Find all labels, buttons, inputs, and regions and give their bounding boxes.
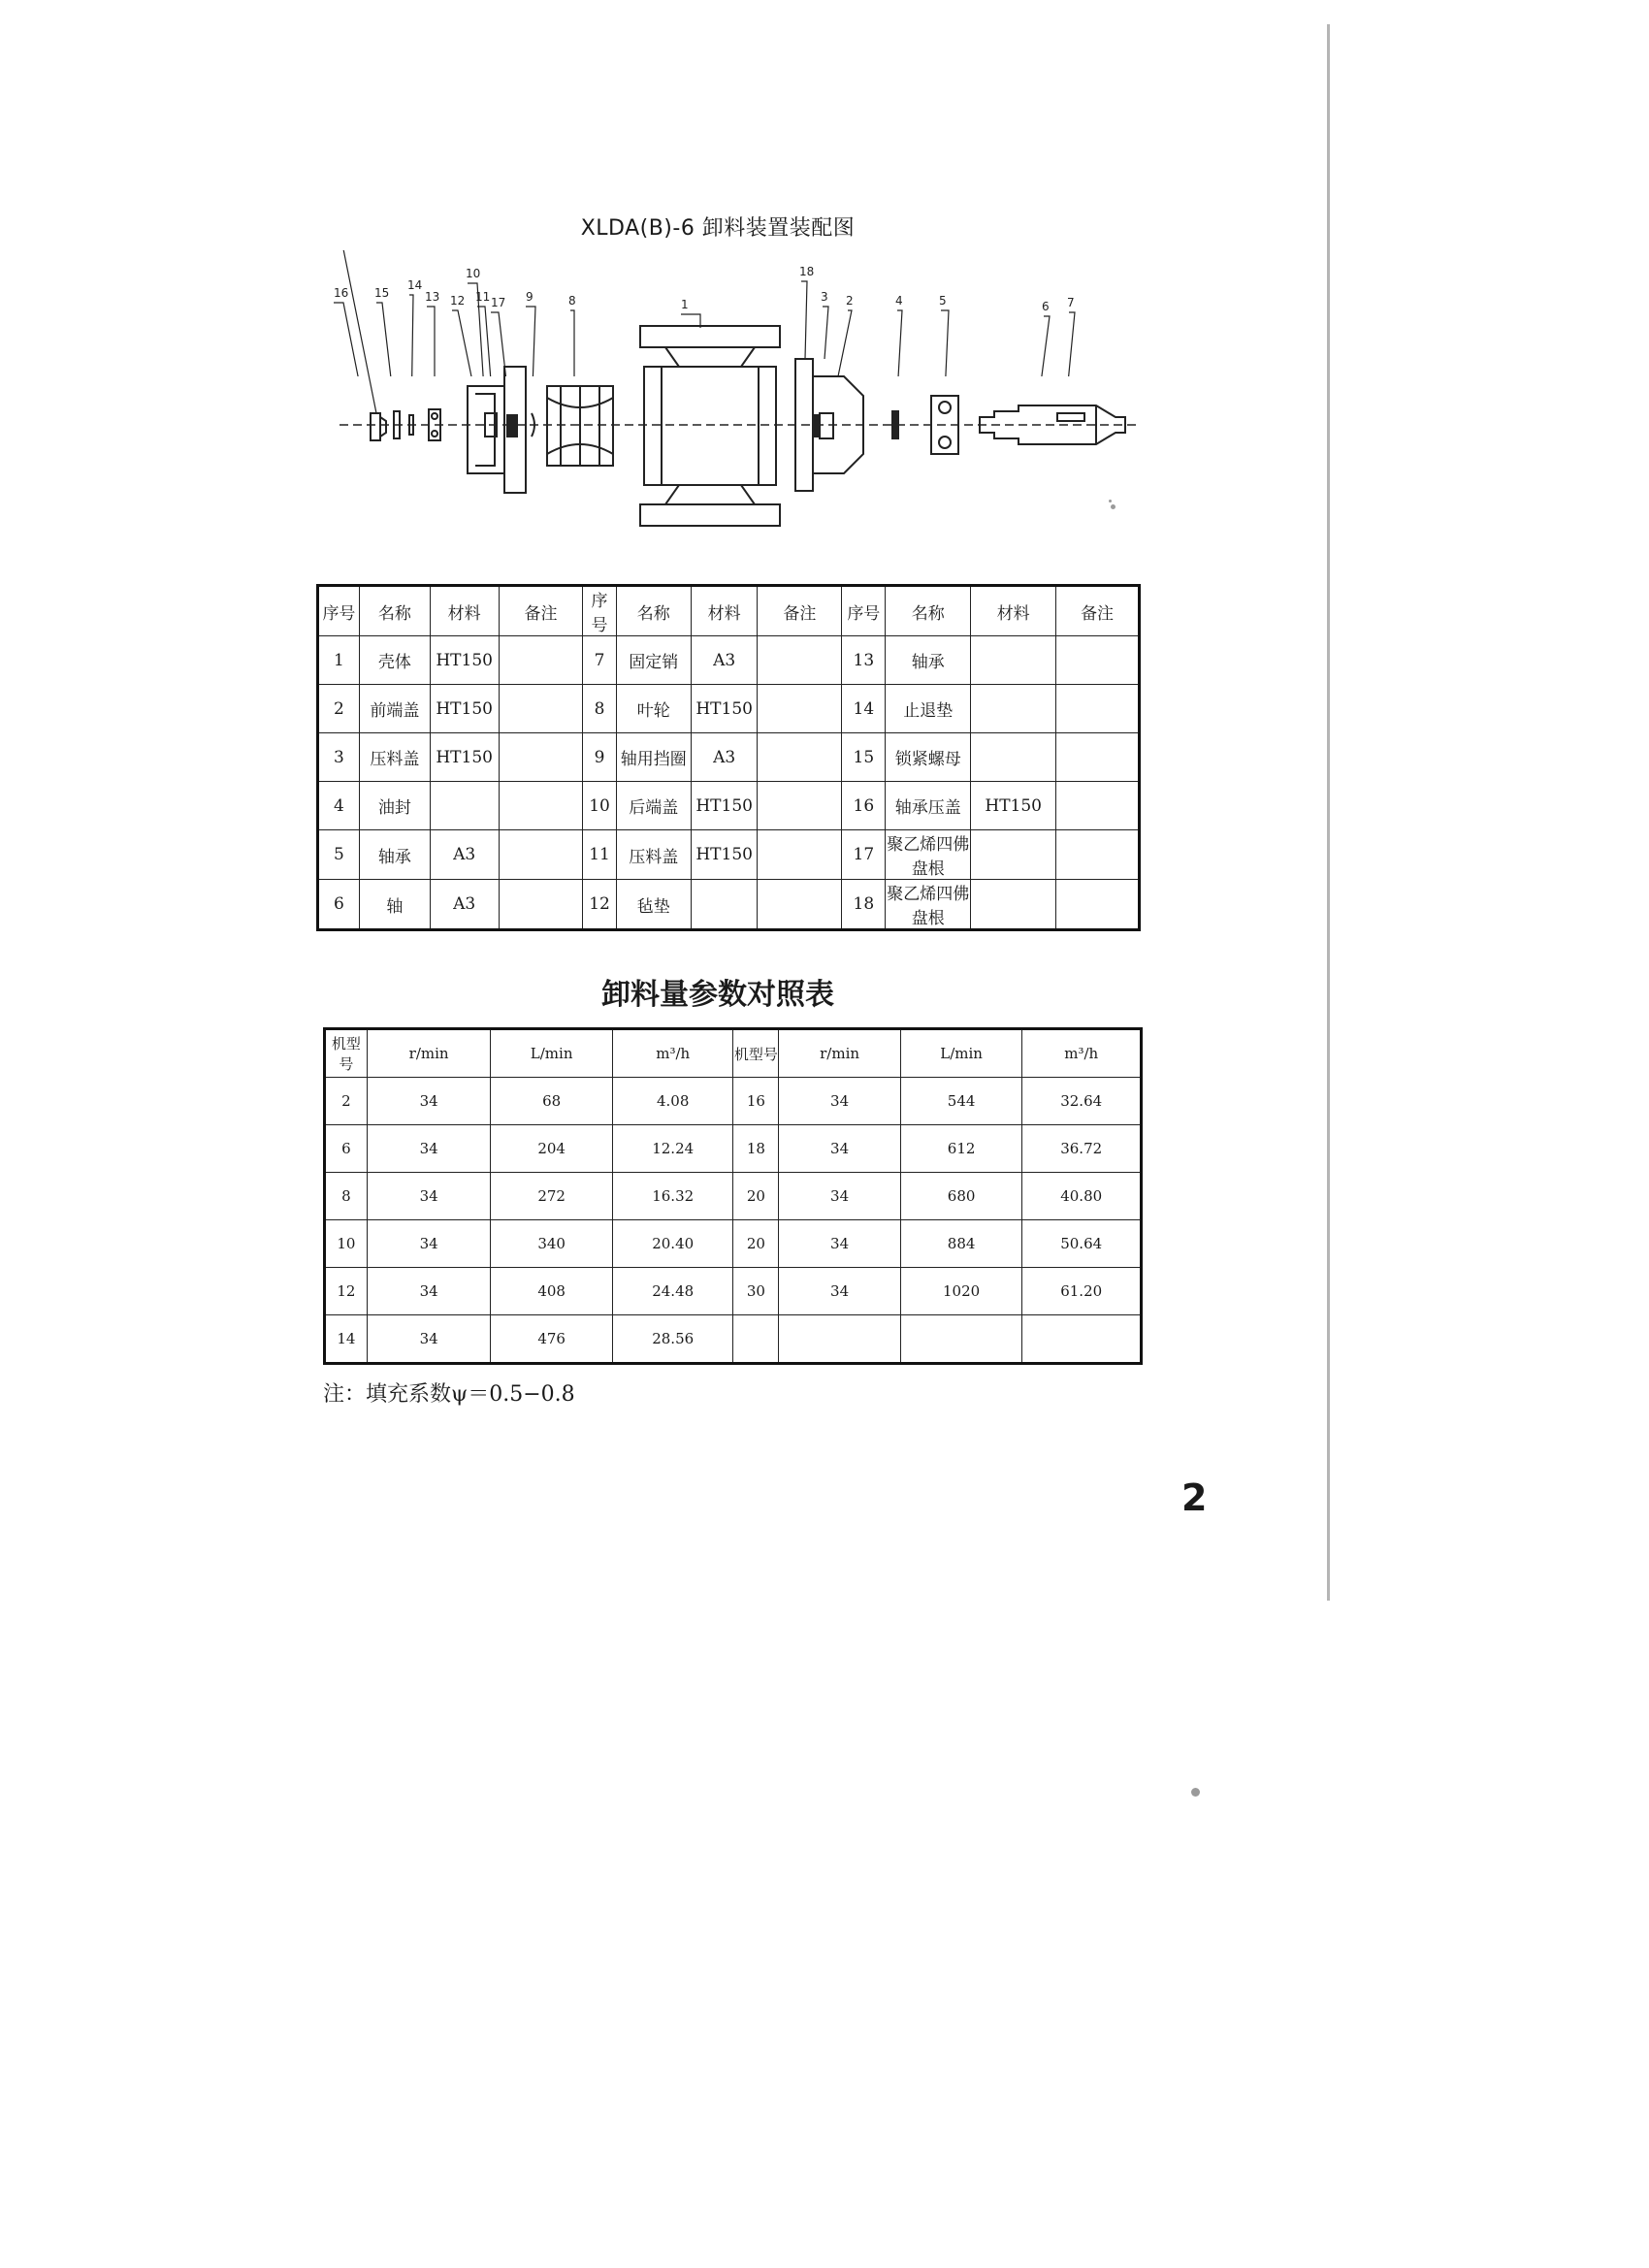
- table-row: [325, 1220, 1142, 1268]
- table-cell: 轴: [359, 880, 430, 930]
- table-cell: [1056, 830, 1140, 880]
- table-cell: 8: [325, 1173, 368, 1220]
- table-cell: [758, 733, 842, 782]
- header-cell: 材料: [430, 586, 499, 636]
- table-cell: 6: [318, 880, 360, 930]
- table-cell: A3: [430, 830, 499, 880]
- table-cell: 3: [318, 733, 360, 782]
- flow-table-title: 卸料量参数对照表: [601, 978, 834, 1012]
- table-cell: HT150: [691, 782, 758, 830]
- table-row: [318, 636, 1140, 685]
- table-cell: 8: [583, 685, 616, 733]
- table-cell: 壳体: [359, 636, 430, 685]
- header-cell: 名称: [886, 586, 971, 636]
- table-cell: 20: [733, 1173, 779, 1220]
- table-row: [325, 1315, 1142, 1364]
- table-cell: HT150: [971, 782, 1056, 830]
- table-cell: 毡垫: [616, 880, 691, 930]
- table-header-row: [318, 586, 1140, 636]
- table-cell: 34: [367, 1078, 491, 1125]
- table-cell: 61.20: [1022, 1268, 1142, 1315]
- callout-label: 12: [450, 294, 466, 308]
- table-cell: 4: [318, 782, 360, 830]
- header-cell: 机型号: [325, 1029, 368, 1078]
- table-cell: 204: [491, 1125, 613, 1173]
- table-cell: A3: [691, 636, 758, 685]
- table-cell: [971, 636, 1056, 685]
- table-cell: HT150: [691, 685, 758, 733]
- table-cell: 前端盖: [359, 685, 430, 733]
- table-cell: HT150: [430, 733, 499, 782]
- page-number: 2: [1181, 1476, 1208, 1519]
- header-cell: m³/h: [1022, 1029, 1142, 1078]
- callout-label: 11: [475, 290, 491, 304]
- table-cell: 固定销: [616, 636, 691, 685]
- table-row: [318, 685, 1140, 733]
- table-cell: 34: [779, 1078, 901, 1125]
- table-cell: 36.72: [1022, 1125, 1142, 1173]
- table-cell: [971, 733, 1056, 782]
- table-cell: 20: [733, 1220, 779, 1268]
- table-cell: 34: [367, 1173, 491, 1220]
- table-cell: 13: [842, 636, 886, 685]
- callout-label: 7: [1067, 296, 1075, 309]
- table-cell: [758, 685, 842, 733]
- table-cell: [1056, 782, 1140, 830]
- callout-label: 18: [799, 265, 815, 278]
- table-cell: 34: [779, 1220, 901, 1268]
- table-cell: 14: [842, 685, 886, 733]
- callout-label: 6: [1042, 300, 1050, 313]
- table-row: [325, 1125, 1142, 1173]
- table-cell: 32.64: [1022, 1078, 1142, 1125]
- table-cell: 272: [491, 1173, 613, 1220]
- table-cell: [499, 782, 583, 830]
- table-cell: 68: [491, 1078, 613, 1125]
- table-cell: 15: [842, 733, 886, 782]
- table-row: [318, 880, 1140, 930]
- table-cell: 10: [325, 1220, 368, 1268]
- table-cell: 24.48: [612, 1268, 733, 1315]
- table-cell: [499, 830, 583, 880]
- table-cell: 12: [325, 1268, 368, 1315]
- part-11-packing-cover: [507, 415, 517, 437]
- table-cell: [430, 782, 499, 830]
- part-4-oil-seal: [892, 411, 898, 438]
- table-row: [318, 782, 1140, 830]
- table-cell: HT150: [430, 636, 499, 685]
- callout-label: 9: [526, 290, 534, 304]
- table-cell: A3: [691, 733, 758, 782]
- callout-label: 5: [939, 294, 947, 308]
- header-cell: 名称: [616, 586, 691, 636]
- table-cell: 476: [491, 1315, 613, 1364]
- table-cell: 34: [367, 1268, 491, 1315]
- scan-speck: [1191, 1788, 1200, 1797]
- table-cell: 9: [583, 733, 616, 782]
- callout-label: 15: [374, 286, 390, 300]
- header-cell: 机型号: [733, 1029, 779, 1078]
- table-cell: [499, 733, 583, 782]
- table-cell: 34: [779, 1173, 901, 1220]
- table-cell: [733, 1315, 779, 1364]
- table-cell: 18: [842, 880, 886, 930]
- table-cell: 544: [900, 1078, 1022, 1125]
- part-16-bearing-cover: [371, 413, 386, 440]
- table-cell: 16: [733, 1078, 779, 1125]
- header-cell: L/min: [491, 1029, 613, 1078]
- table-cell: [971, 685, 1056, 733]
- table-cell: 后端盖: [616, 782, 691, 830]
- table-cell: 1: [318, 636, 360, 685]
- table-cell: HT150: [691, 830, 758, 880]
- table-cell: 11: [583, 830, 616, 880]
- table-cell: 12: [583, 880, 616, 930]
- table-row: [325, 1078, 1142, 1125]
- part-8-impeller: [547, 386, 613, 466]
- table-cell: 34: [779, 1268, 901, 1315]
- table-cell: [779, 1315, 901, 1364]
- table-header-row: [325, 1029, 1142, 1078]
- callout-label: 14: [407, 278, 423, 292]
- table-cell: 40.80: [1022, 1173, 1142, 1220]
- diagram-title: XLDA(B)-6 卸料装置装配图: [580, 216, 856, 241]
- table-cell: 17: [842, 830, 886, 880]
- table-cell: [758, 636, 842, 685]
- header-cell: L/min: [900, 1029, 1022, 1078]
- table-cell: A3: [430, 880, 499, 930]
- table-cell: [758, 880, 842, 930]
- table-cell: 30: [733, 1268, 779, 1315]
- table-cell: 28.56: [612, 1315, 733, 1364]
- callout-label: 17: [491, 296, 506, 309]
- table-cell: [1056, 685, 1140, 733]
- header-cell: 序号: [583, 586, 616, 636]
- table-row: [318, 733, 1140, 782]
- table-row: [318, 830, 1140, 880]
- table-cell: 轴承压盖: [886, 782, 971, 830]
- table-cell: 884: [900, 1220, 1022, 1268]
- table-cell: 6: [325, 1125, 368, 1173]
- header-cell: m³/h: [612, 1029, 733, 1078]
- header-cell: r/min: [367, 1029, 491, 1078]
- callout-label: 4: [895, 294, 903, 308]
- table-cell: HT150: [430, 685, 499, 733]
- table-cell: 50.64: [1022, 1220, 1142, 1268]
- table-cell: 聚乙烯四佛盘根: [886, 830, 971, 880]
- table-cell: 聚乙烯四佛盘根: [886, 880, 971, 930]
- table-cell: 5: [318, 830, 360, 880]
- table-row: [325, 1173, 1142, 1220]
- table-cell: [691, 880, 758, 930]
- callout-label: 3: [821, 290, 828, 304]
- header-cell: 名称: [359, 586, 430, 636]
- table-cell: 油封: [359, 782, 430, 830]
- table-cell: 轴用挡圈: [616, 733, 691, 782]
- table-cell: 16.32: [612, 1173, 733, 1220]
- table-cell: 压料盖: [359, 733, 430, 782]
- table-cell: 14: [325, 1315, 368, 1364]
- part-7-pin: [1057, 413, 1084, 421]
- table-cell: 2: [325, 1078, 368, 1125]
- callout-layer: [320, 250, 1145, 376]
- header-cell: 序号: [842, 586, 886, 636]
- table-cell: 34: [367, 1220, 491, 1268]
- table-cell: [971, 830, 1056, 880]
- callout-label: 13: [425, 290, 440, 304]
- table-cell: 408: [491, 1268, 613, 1315]
- table-cell: [1056, 880, 1140, 930]
- table-row: [325, 1268, 1142, 1315]
- table-cell: 锁紧螺母: [886, 733, 971, 782]
- table-cell: 34: [367, 1125, 491, 1173]
- header-cell: 备注: [499, 586, 583, 636]
- table-cell: [1056, 733, 1140, 782]
- discharge-parameter-table: [323, 1027, 1143, 1365]
- table-cell: 1020: [900, 1268, 1022, 1315]
- table-cell: 压料盖: [616, 830, 691, 880]
- header-cell: 备注: [1056, 586, 1140, 636]
- callout-label: 10: [466, 267, 481, 280]
- table-cell: [1022, 1315, 1142, 1364]
- table-cell: [499, 636, 583, 685]
- header-cell: 材料: [691, 586, 758, 636]
- callout-label: 1: [681, 298, 689, 311]
- table-cell: 340: [491, 1220, 613, 1268]
- table-cell: [758, 782, 842, 830]
- table-cell: [1056, 636, 1140, 685]
- fill-factor-note: 注：填充系数ψ＝0.5−0.8: [323, 1382, 575, 1407]
- table-cell: 612: [900, 1125, 1022, 1173]
- table-cell: 34: [367, 1315, 491, 1364]
- parts-table: [316, 584, 1141, 931]
- table-cell: 2: [318, 685, 360, 733]
- callout-label: 2: [846, 294, 854, 308]
- table-cell: 16: [842, 782, 886, 830]
- table-cell: 止退垫: [886, 685, 971, 733]
- table-cell: 680: [900, 1173, 1022, 1220]
- header-cell: 序号: [318, 586, 360, 636]
- header-cell: 材料: [971, 586, 1056, 636]
- table-cell: 20.40: [612, 1220, 733, 1268]
- table-cell: 4.08: [612, 1078, 733, 1125]
- table-cell: 轴承: [886, 636, 971, 685]
- table-cell: [499, 685, 583, 733]
- callout-label: 8: [568, 294, 576, 308]
- table-cell: 轴承: [359, 830, 430, 880]
- table-cell: 7: [583, 636, 616, 685]
- table-cell: 叶轮: [616, 685, 691, 733]
- table-cell: [499, 880, 583, 930]
- callout-label: 16: [334, 286, 349, 300]
- table-cell: 12.24: [612, 1125, 733, 1173]
- header-cell: r/min: [779, 1029, 901, 1078]
- table-cell: 34: [779, 1125, 901, 1173]
- page-edge-line: [1327, 24, 1330, 1601]
- header-cell: 备注: [758, 586, 842, 636]
- table-cell: [971, 880, 1056, 930]
- table-cell: 18: [733, 1125, 779, 1173]
- table-cell: [758, 830, 842, 880]
- table-cell: 10: [583, 782, 616, 830]
- table-cell: [900, 1315, 1022, 1364]
